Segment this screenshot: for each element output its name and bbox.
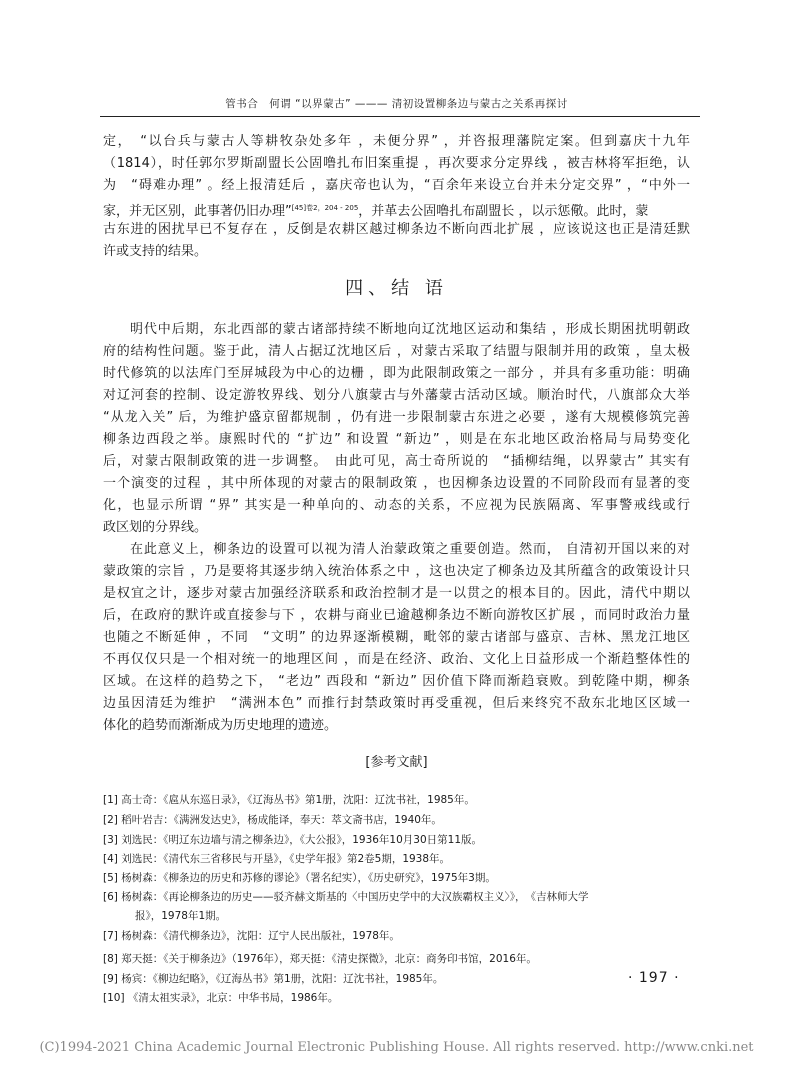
paragraph1-line: （1814），时任郭尔罗斯副盟长公固噜扎布旧案重提 ，再次要求分定界线 ，被吉林将军拒绝，认 [103,156,690,171]
paragraph3-line: 是权宜之计，逐步对蒙古加强经济联系和政治控制才是一以贯之的根本目的。因此，清代中期以 [103,586,690,601]
paragraph1-line: 定， “以台兵与蒙古人等耕牧杂处多年 ，未便分界” ，并咨报理藩院定案。但到嘉庆十九年 [103,134,690,149]
reference-item: [1] 高士奇：《扈从东巡日录》，《辽海丛书》第1册，沈阳：辽沈书社，1985年。 [103,794,475,806]
reference-item: [3] 刘选民：《明辽东边墙与清之柳条边》，《大公报》，1936年10月30日第11版。 [103,834,483,846]
header-rule [100,116,700,117]
paragraph3-line: 后，在政府的默许或直接参与下 ，农耕与商业已逾越柳条边不断向游牧区扩展 ，而同时政治力量 [103,608,690,623]
reference-item: [5] 杨树森：《柳条边的历史和苏修的谬论》（署名纪实），《历史研究》，1975年3期。 [103,872,496,884]
paragraph1-line: 为 “碍难办理” 。经上报清廷后 ，嘉庆帝也认为，“百余年来设立台并未分定交界” ，“中外一 [103,178,690,193]
paragraph3-line: 边虽因清廷为维护 “满洲本色” 而推行封禁政策时再受重视，但后来终究不敌东北地区区域一 [103,696,690,711]
paragraph2-line: 柳条边西段之举。康熙时代的 “扩边” 和设置 “新边” ，则是在东北地区政治格局与局势变化 [103,432,690,447]
page-number: · 197 · [628,970,680,986]
paragraph3-line: 体化的趋势而渐渐成为历史地理的遗迹。 [103,718,338,733]
references-heading: [参考文献] [365,755,428,770]
paragraph1-line: 许或支持的结果。 [103,244,208,259]
paragraph1-line-text: 家，并无区别，此事著仍旧办理” [103,204,292,219]
paragraph2-line: 一个演变的过程 ，其中所体现的对蒙古的限制政策 ，也因柳条边设置的不同阶段而有显著的变 [103,476,690,491]
reference-item: [7] 杨树森：《清代柳条边》，沈阳：辽宁人民出版社，1978年。 [103,930,400,942]
citation-superscript: [45]卷2，204 - 205 [291,204,359,212]
reference-item: [10] 《清太祖实录》，北京：中华书局，1986年。 [103,992,339,1004]
paragraph3-line: 也随之不断延伸 ，不同 “文明” 的边界逐渐模糊，毗邻的蒙古诸部与盛京、吉林、黑龙江地区 [103,630,690,645]
paragraph2-line: 府的结构性问题。鉴于此，清人占据辽沈地区后 ，对蒙古采取了结盟与限制并用的政策 ，皇太极 [103,344,690,359]
reference-item: [8] 郑天挺：《关于柳条边》（1976年），郑天挺：《清史探微》，北京：商务印书馆，2016年。 [103,953,537,965]
paragraph2-line: 时代修筑的以法库门至屏城段为中心的边栅 ，即为此限制政策之一部分 ，并具有多重功能：明确 [103,366,690,381]
reference-item: [2] 稻叶岩吉：《满洲发达史》，杨成能译，奉天：萃文斋书店，1940年。 [103,814,442,826]
paragraph2-line: “从龙入关” 后，为维护盛京留都规制 ，仍有进一步限制蒙古东进之必要 ，遂有大规模修筑完善 [103,410,690,425]
paragraph3-line: 不再仅仅只是一个相对统一的地理区间 ，而是在经济、政治、文化上日益形成一个渐趋整体性的 [103,652,690,667]
paragraph3-line: 区域。在这样的趋势之下， “老边” 西段和 “新边” 因价值下降而渐趋衰败。到乾隆中期，柳条 [103,674,690,689]
paragraph3-line: 在此意义上，柳条边的设置可以视为清人治蒙政策之重要创造。然而， 自清初开国以来的对 [130,542,690,557]
reference-item: [6] 杨树森：《再论柳条边的历史——驳齐赫文斯基的〈中国历史学中的大汉族霸权主义〉》， 《吉林师大学 [103,891,589,903]
paragraph2-line: 化，也显示所谓 “界” 其实是一种单向的、动态的关系，不应视为民族隔离、军事警戒线或行 [103,498,690,513]
reference-item: [9] 杨宾：《柳边纪略》，《辽海丛书》第1册，沈阳：辽沈书社，1985年。 [103,973,444,985]
paragraph2-line: 对辽河套的控制、设定游牧界线、划分八旗蒙古与外藩蒙古活动区域。顺治时代，八旗部众大举 [103,388,690,403]
paragraph1-line: 古东进的困扰早已不复存在 ，反倒是农耕区越过柳条边不断向西北扩展 ，应该说这也正是清廷默 [103,222,690,237]
section-title: 四、结 语 [345,278,448,299]
paragraph3-line: 蒙政策的宗旨 ，乃是要将其逐步纳入统治体系之中 ，这也决定了柳条边及其所蕴含的政策设计只 [103,564,690,579]
running-header: 管书合 何谓 “以界蒙古” ——— 清初设置柳条边与蒙古之关系再探讨 [225,98,568,110]
paragraph1-line-with-citation [103,200,690,220]
paragraph2-line: 后，对蒙古限制政策的进一步调整。 由此可见，高士奇所说的 “插柳结绳，以界蒙古” 其实有 [103,454,690,469]
copyright-footer: (C)1994-2021 China Academic Journal Electronic Publishing House. All rights reserved. http://www.cnki.net [39,1040,754,1055]
reference-item: [4] 刘选民：《清代东三省移民与开垦》，《史学年报》第2卷5期，1938年。 [103,853,451,865]
paragraph2-line: 政区划的分界线。 [103,520,208,535]
paragraph2-line: 明代中后期，东北西部的蒙古诸部持续不断地向辽沈地区运动和集结 ，形成长期困扰明朝政 [130,322,690,337]
paragraph1-line-text: ，并革去公固噜扎布副盟长 ，以示惩儆。此时，蒙 [358,204,649,219]
reference-item-continuation: 报》，1978年1期。 [135,910,227,922]
